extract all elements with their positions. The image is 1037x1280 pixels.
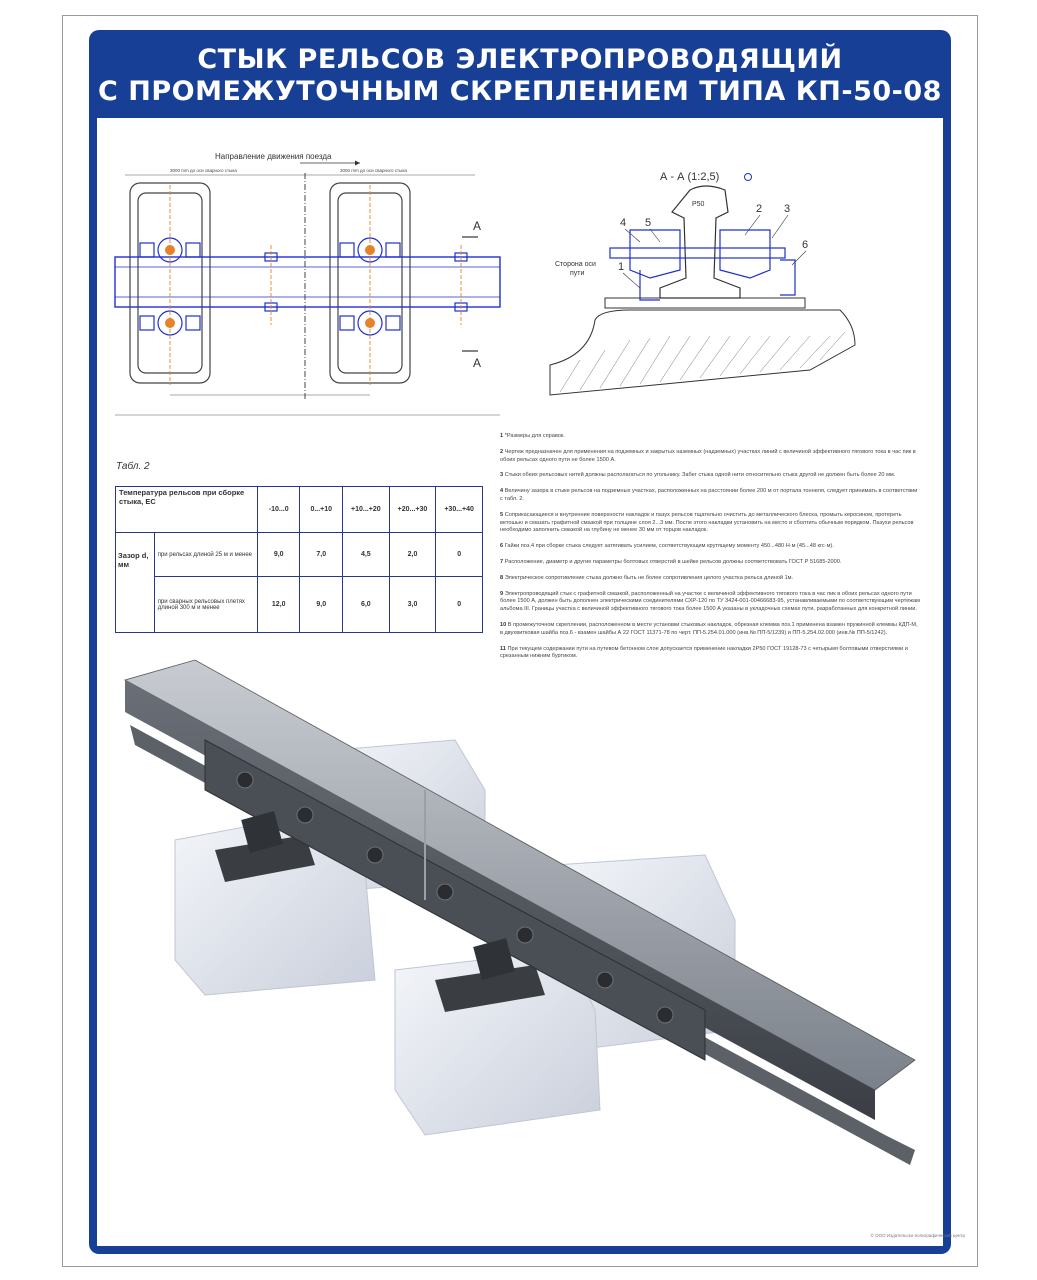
row-2-val-4: 3,0 <box>389 577 436 633</box>
table-col-3: +10...+20 <box>343 487 390 533</box>
note-item: 10 В промежуточном скреплении, расположенном в месте установки стыковых накладок, обрезная клемма поз.1 применена взамен пружинной клеммы КДП-М, в двухвитковая шайба поз.6 - взамен шайбы А 22 ГОСТ 11371-78 по черт. ПП-5.254.01.000 (инв.№ ПП-5/1239) и ПП-5.254.02.000 (инв.№ ПП-5/1242). <box>500 621 918 636</box>
note-item: 8 Электрическое сопротивление стыка должно быть не более сопротивления целого участка рельса длиной 1м. <box>500 574 794 581</box>
row-2-val-1: 12,0 <box>257 577 300 633</box>
direction-label: Направление движения поезда <box>215 152 332 161</box>
table-caption: Табл. 2 <box>116 461 150 472</box>
rail-joint-3d-illustration <box>105 650 925 1210</box>
note-item: 1 *Размеры для справок. <box>500 433 565 439</box>
dim-left-label: 3000 mm до оси сварного стыка <box>170 168 237 173</box>
poster-title <box>89 44 951 108</box>
row-1-val-5: 0 <box>436 533 483 577</box>
note-item: 4 Величину зазора в стыке рельсов на подземных участках, расположенных на расстоянии более 200 м от портала тоннеля, следует принимать в соответствии с табл. 2. <box>500 488 918 502</box>
section-mark-bottom: А <box>473 356 482 370</box>
fastenings <box>140 238 467 335</box>
row-1-val-4: 2,0 <box>389 533 436 577</box>
callout-1: 1 <box>618 261 625 273</box>
publisher-footer: © ООО Издательско-полиграфический центр <box>870 1233 965 1238</box>
title-line-1: СТЫК РЕЛЬСОВ ЭЛЕКТРОПРОВОДЯЩИЙ <box>197 44 843 75</box>
axis-label-2: пути <box>570 270 585 277</box>
rail-plan <box>115 257 500 307</box>
gap-label: Зазор d, мм <box>116 533 155 633</box>
row-1-label: при рельсах длиной 25 м и менее <box>154 533 257 577</box>
concrete-base <box>550 310 855 395</box>
row-2-val-2: 9,0 <box>300 577 343 633</box>
table-row <box>116 577 483 633</box>
title-line-2: С ПРОМЕЖУТОЧНЫМ СКРЕПЛЕНИЕМ ТИПА КП-50-08 <box>98 76 942 107</box>
note-item: 6 Гайки поз.4 при сборке стыка следует затягивать усилием, соответствующим крутящему моменту 450...480 Н·м (45...48 кгс·м). <box>500 543 834 550</box>
rail-label: Р50 <box>692 201 705 208</box>
note-item: 5 Соприкасающиеся и внутренние поверхности накладок и пазух рельсов тщательно очистить до металлического блеска, промыть керосином, протереть ветошью и смазать графитной смазкой при толщине слоя 2...3 мм. После этого накладки установить на место и сболтить обычным порядком. Пазухи рельсов необходимо заполнить смазкой на глубину не менее 30 мм от торцов накладок. <box>500 511 914 534</box>
section-mark-top: А <box>473 219 482 233</box>
callout-2: 2 <box>756 203 763 215</box>
table-col-5: +30...+40 <box>436 487 483 533</box>
note-item: 11 При текущем содержании пути на путевом бетонном слое допускается применение накладки 2Р50 ГОСТ 19128-73 с четырьмя болтовыми отверстиями и срезанным нижним буртиком. <box>500 645 908 660</box>
callout-3: 3 <box>784 203 791 215</box>
callout-6: 6 <box>802 239 809 251</box>
row-1-val-2: 7,0 <box>300 533 343 577</box>
section-title: А - А (1:2,5) <box>660 171 720 183</box>
axis-label-1: Сторона оси <box>555 261 596 268</box>
plan-view-drawing <box>100 145 510 430</box>
table-header-label: Температура рельсов при сборке стыка, ЕС <box>116 487 258 533</box>
table-row <box>116 533 483 577</box>
section-aa-drawing <box>540 160 870 400</box>
row-1-val-3: 4,5 <box>343 533 390 577</box>
row-2-val-5: 0 <box>436 577 483 633</box>
row-1-val-1: 9,0 <box>257 533 300 577</box>
gap-table <box>115 486 483 633</box>
note-item: 7 Расположение, диаметр и другие параметры болтовых отверстий в шейке рельсов должны соответствовать ГОСТ Р 51685-2000. <box>500 558 842 565</box>
row-2-val-3: 6,0 <box>343 577 390 633</box>
note-item: 3 Стыки обеих рельсовых нитей должны располагаться по угольнику. Забег стыка одной нити относительно стыка другой не должен быть более 20 мм. <box>500 472 896 479</box>
table-col-4: +20...+30 <box>389 487 436 533</box>
callout-5: 5 <box>645 217 652 229</box>
row-2-label: при сварных рельсовых плетях длиной 300 м и менее <box>154 577 257 633</box>
notes-list <box>500 433 920 669</box>
table-col-2: 0...+10 <box>300 487 343 533</box>
dim-right-label: 3000 mm до оси сварного стыка <box>340 168 407 173</box>
callout-4: 4 <box>620 217 627 229</box>
note-item: 2 Чертеж предназначен для применения на подземных и закрытых наземных (надземных) участках линий с величиной эффективного тягового тока в час пик в обоих рельсах одного пути не более 1500 А. <box>500 448 916 463</box>
table-col-1: -10...0 <box>257 487 300 533</box>
note-item: 9 Электропроводящий стык с графитной смазкой, расположенный на участке с величиной эффективного тягового тока в час пик в обоих рельсах одного пути более 1500 А, должен быть дополнен электрическими соединителями СХР-120 по ТУ 3424-001-00466683-95, устанавливаемыми по соответствующим чертежам альбома III. Границы участка с величиной эффективного тягового тока более 1500 А указаны в укладочных схемах пути, разработанных для конкретной линии. <box>500 590 920 613</box>
